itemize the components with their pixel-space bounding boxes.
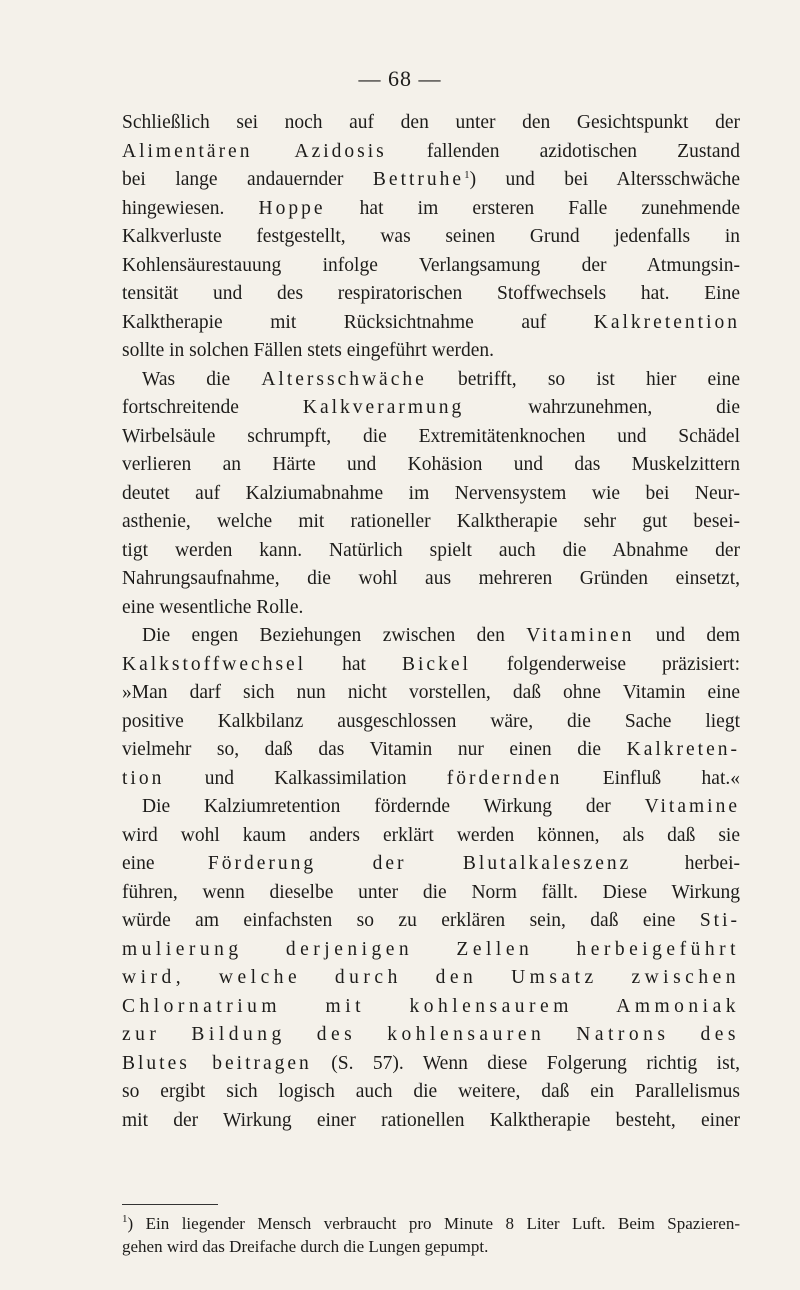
spaced-emphasis: Alimentären Azidosis xyxy=(122,140,387,162)
text-line xyxy=(122,964,740,993)
text-line xyxy=(122,879,740,908)
text-line xyxy=(122,195,740,224)
footnote xyxy=(122,1212,740,1258)
footnote-rule xyxy=(122,1204,218,1205)
text-line xyxy=(122,1050,740,1079)
text-segment: würde am einfachsten so zu erklären sein, daß eine xyxy=(122,910,700,931)
text-segment: verlieren an Härte und Kohäsion und das Muskelzittern xyxy=(122,454,740,475)
spaced-emphasis: Vitamine xyxy=(644,796,740,817)
spaced-emphasis: wird, welche durch den Umsatz zwischen xyxy=(122,967,740,988)
text-line xyxy=(122,109,740,138)
text-line xyxy=(122,936,740,965)
text-line xyxy=(122,736,740,765)
text-segment: eine xyxy=(122,853,208,874)
text-line xyxy=(122,508,740,537)
text-line xyxy=(122,223,740,252)
text-segment: tigt werden kann. Natürlich spielt auch die Abnahme der xyxy=(122,539,740,561)
text-line xyxy=(122,138,740,167)
text-segment: Kalkverluste festgestellt, was seinen Grund jedenfalls in xyxy=(122,226,740,247)
spaced-emphasis: fördernden xyxy=(446,767,563,789)
text-segment: herbei- xyxy=(631,853,740,874)
footnote-line xyxy=(122,1235,740,1258)
text-segment: Wirbelsäule schrumpft, die Extremitätenknochen und Schädel xyxy=(122,425,740,447)
text-segment: Die Kalziumretention fördernde Wirkung der xyxy=(142,796,645,817)
text-segment: betrifft, so ist hier eine xyxy=(426,368,740,390)
text-line xyxy=(122,594,740,623)
spaced-emphasis: Altersschwäche xyxy=(261,368,427,390)
text-line xyxy=(122,337,740,366)
spaced-emphasis: Blutes beitragen xyxy=(122,1052,312,1074)
text-segment: ) Ein liegender Mensch verbraucht pro Minute 8 Liter Luft. Beim Spazieren- xyxy=(127,1214,740,1233)
spaced-emphasis: mulierung derjenigen Zellen herbeigeführt xyxy=(122,938,740,960)
spaced-emphasis: Hoppe xyxy=(258,197,326,219)
spaced-emphasis: Vitaminen xyxy=(526,625,635,646)
text-segment: Die engen Beziehungen zwischen den xyxy=(142,625,527,646)
text-line xyxy=(122,480,740,509)
body-text xyxy=(122,109,740,1135)
text-line xyxy=(122,565,740,594)
text-segment: »Man darf sich nun nicht vorstellen, daß ohne Vitamin eine xyxy=(122,682,740,703)
text-segment: so ergibt sich logisch auch die weitere, daß ein Parallelismus xyxy=(122,1081,740,1102)
text-segment: Kohlensäurestauung infolge Verlangsamung der Atmungsin- xyxy=(122,254,740,276)
text-segment: deutet auf Kalziumabnahme im Nervensystem wie bei Neur- xyxy=(122,482,740,504)
spaced-emphasis: Kalkretention xyxy=(593,311,740,333)
text-segment: und Kalkassimilation xyxy=(164,767,447,789)
text-line xyxy=(122,366,740,395)
footnote-marker: 1 xyxy=(122,1213,128,1225)
text-line xyxy=(122,907,740,936)
text-line xyxy=(122,309,740,338)
text-segment: Nahrungsaufnahme, die wohl aus mehreren Gründen einsetzt, xyxy=(122,568,740,589)
text-line xyxy=(122,537,740,566)
spaced-emphasis: zur Bildung des kohlensauren Natrons des xyxy=(122,1024,740,1045)
page-number: — 68 — xyxy=(358,66,442,91)
text-segment: sollte in solchen Fällen stets eingeführt werden. xyxy=(122,340,495,361)
text-line xyxy=(122,993,740,1022)
text-line xyxy=(122,1078,740,1107)
text-segment: Kalktherapie mit Rücksichtnahme auf xyxy=(122,311,594,333)
text-segment: fallenden azidotischen Zustand xyxy=(386,140,740,162)
text-segment: folgenderweise präzisiert: xyxy=(470,653,741,675)
text-line xyxy=(122,1021,740,1050)
spaced-emphasis: Kalkverarmung xyxy=(302,397,465,418)
spaced-emphasis: Bickel xyxy=(401,653,471,675)
text-segment: positive Kalkbilanz ausgeschlossen wäre, die Sache liegt xyxy=(122,710,740,732)
text-segment: eine wesentliche Rolle. xyxy=(122,596,304,618)
text-segment: (S. 57). Wenn diese Folgerung richtig ist, xyxy=(311,1052,740,1074)
text-segment: hat im ersteren Falle zunehmende xyxy=(325,197,740,219)
text-line xyxy=(122,679,740,708)
text-segment: tensität und des respiratorischen Stoffwechsels hat. Eine xyxy=(122,283,740,304)
footnote-line xyxy=(122,1212,740,1235)
text-segment: Einfluß hat.« xyxy=(562,767,740,789)
text-segment: führen, wenn dieselbe unter die Norm fällt. Diese Wirkung xyxy=(122,881,740,903)
text-segment: bei lange andauernder xyxy=(122,169,373,190)
text-segment: vielmehr so, daß das Vitamin nur einen die xyxy=(122,739,627,760)
text-segment: fortschreitende xyxy=(122,397,303,418)
text-line xyxy=(122,423,740,452)
text-line xyxy=(122,451,740,480)
text-segment: hingewiesen. xyxy=(122,197,259,219)
text-line xyxy=(122,1107,740,1136)
text-segment: wird wohl kaum anders erklärt werden können, als daß sie xyxy=(122,824,740,846)
text-segment: mit der Wirkung einer rationellen Kalktherapie besteht, einer xyxy=(122,1109,740,1131)
text-segment: und dem xyxy=(634,625,740,646)
text-line xyxy=(122,793,740,822)
spaced-emphasis: Förderung der Blutalkaleszenz xyxy=(207,853,632,874)
text-segment: gehen wird das Dreifache durch die Lungen gepumpt. xyxy=(122,1237,489,1256)
text-line xyxy=(122,765,740,794)
text-segment: Schließlich sei noch auf den unter den Gesichtspunkt der xyxy=(122,112,740,133)
text-line xyxy=(122,394,740,423)
text-line xyxy=(122,708,740,737)
text-segment: wahrzunehmen, die xyxy=(464,397,740,418)
text-line xyxy=(122,651,740,680)
text-segment: asthenie, welche mit rationeller Kalktherapie sehr gut besei- xyxy=(122,511,740,532)
spaced-emphasis: Kalkstoffwechsel xyxy=(122,653,307,675)
text-line xyxy=(122,850,740,879)
text-line xyxy=(122,166,740,195)
spaced-emphasis: Kalkreten- xyxy=(626,739,740,760)
text-segment: Was die xyxy=(142,368,262,390)
spaced-emphasis: Sti- xyxy=(699,910,740,931)
spaced-emphasis: tion xyxy=(122,767,165,789)
text-line xyxy=(122,622,740,651)
spaced-emphasis: Bettruhe xyxy=(372,169,465,190)
text-segment: hat xyxy=(306,653,402,675)
text-line xyxy=(122,252,740,281)
text-segment: ) und bei Altersschwäche xyxy=(469,169,740,190)
spaced-emphasis: Chlornatrium mit kohlensaurem Ammoniak xyxy=(122,995,740,1017)
text-line xyxy=(122,280,740,309)
footnote-marker: 1 xyxy=(464,169,470,181)
text-line xyxy=(122,822,740,851)
